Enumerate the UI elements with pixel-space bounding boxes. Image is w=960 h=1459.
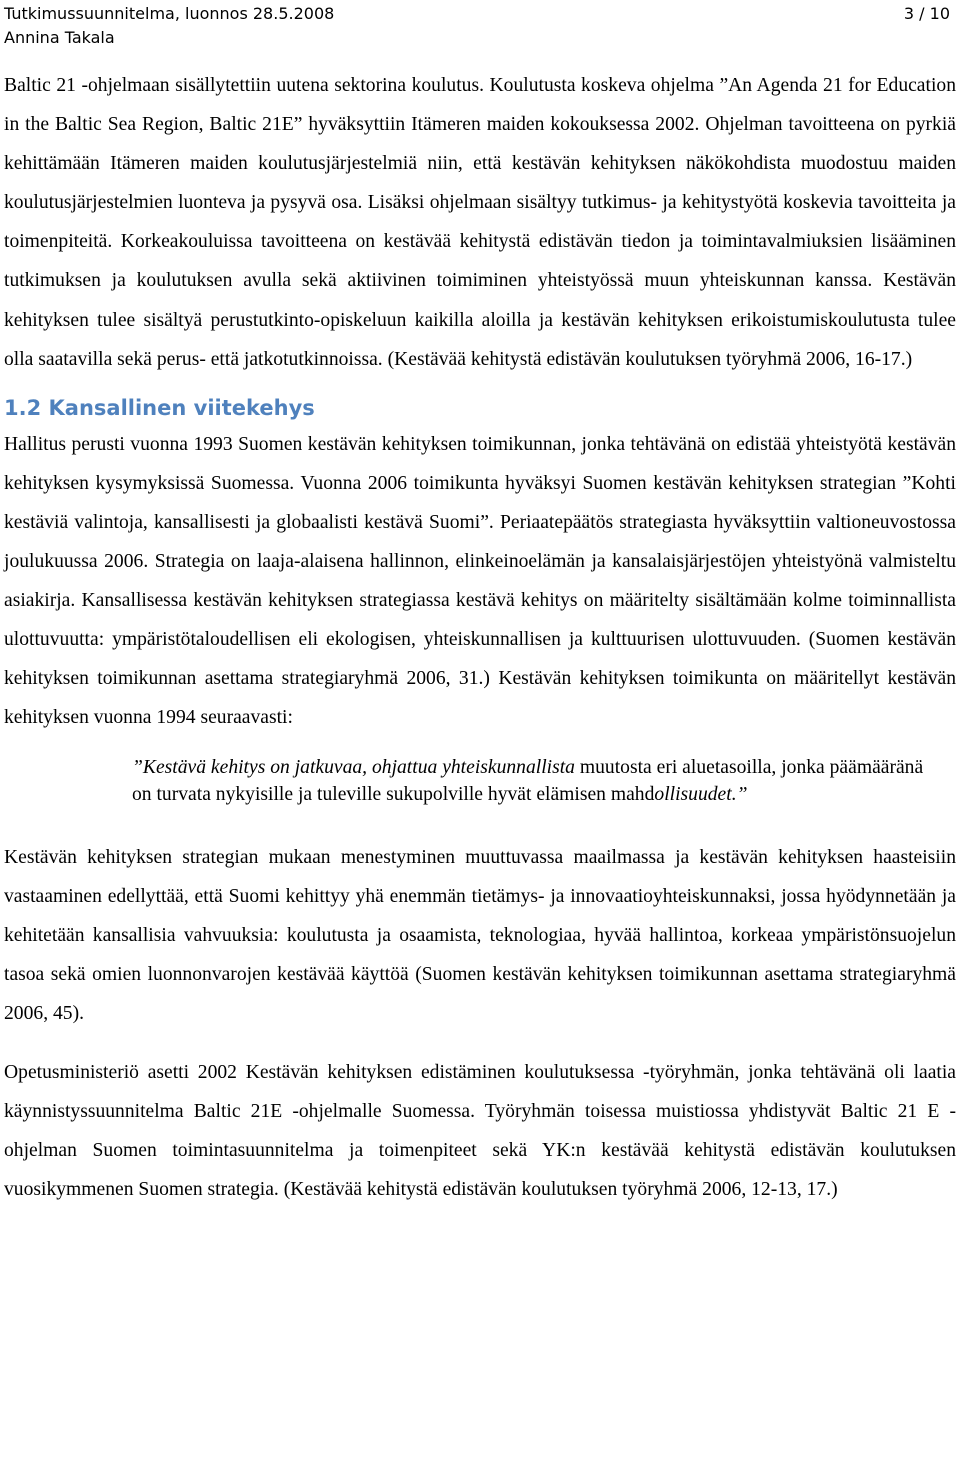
quote-italic-part: ”Kestävä kehitys on jatkuvaa, ohjattua yhteiskunnallista (132, 756, 575, 778)
section-title: Kansallinen viitekehys (48, 395, 315, 420)
document-author: Annina Takala (4, 28, 115, 47)
quote-regular-part: muutosta eri aluetasoilla, jonka päämääränä on turvata nykyisille ja tuleville sukupolville hyvät elämisen mahd (132, 756, 924, 805)
paragraph-baltic21: Baltic 21 -ohjelmaan sisällytettiin uutena sektorina koulutus. Koulutusta koskeva ohjelma ”An Agenda 21 for Education in the Baltic Sea Region, Baltic 21E” hyväksyttiin Itämeren maiden kokouksessa 2002. Ohjelman tavoitteena on pyrkiä kehittämään Itämeren maiden koulutusjärjestelmiä niin, että kestävän kehityksen näkökohdista muodostuu maiden koulutusjärjestelmien luonteva ja pysyvä osa. Lisäksi ohjelmaan sisältyy tutkimus- ja kehitystyötä koskevia tavoitteita ja toimenpiteitä. Korkeakouluissa tavoitteena on kestävää kehitystä edistävän tiedon ja toimintavalmiuksien lisääminen tutkimuksen ja koulutuksen avulla sekä aktiivinen toimiminen yhteistyössä muun yhteiskunnan kanssa. Kestävän kehityksen tulee sisältyä perustutkinto-opiskeluun kaikilla aloilla ja kestävän kehityksen erikoistumiskoulutusta tulee olla saatavilla sekä perus- että jatkotutkinnoissa. (Kestävää kehitystä edistävän koulutuksen työryhmä 2006, 16-17.) (4, 75, 956, 370)
definition-quote (132, 754, 926, 808)
section-number: 1.2 (4, 395, 42, 420)
paragraph-ministry: Opetusministeriö asetti 2002 Kestävän kehityksen edistäminen koulutuksessa -työryhmän, jonka tehtävänä oli laatia käynnistyssuunnitelma Baltic 21E -ohjelmalle Suomessa. Työryhmän toisessa muistiossa yhdistyvät Baltic 21 E -ohjelman Suomen toimintasuunnitelma ja toimenpiteet sekä YK:n kestävää kehitystä edistävän koulutuksen vuosikymmenen Suomen strategia. (Kestävää kehitystä edistävän koulutuksen työryhmä 2006, 12-13, 17.) (4, 1061, 956, 1201)
paragraph-strategy: Kestävän kehityksen strategian mukaan menestyminen muuttuvassa maailmassa ja kestävän kehityksen haasteisiin vastaaminen edellyttää, että Suomi kehittyy yhä enemmän tietämys- ja innovaatioyhteiskunnaksi, jossa hyödynnetään ja kehitetään kansallisia vahvuuksia: koulutusta ja osaamista, teknologiaa, hyvää hallintoa, korkeaa ympäristönsuojelun tasoa sekä omien luonnonvarojen kestävää käyttöä (Suomen kestävän kehityksen toimikunnan asettama strategiaryhmä 2006, 45). (4, 846, 956, 1024)
section-heading (4, 393, 956, 423)
quote-italic-end: ollisuudet.” (654, 783, 748, 805)
page-number: 3 / 10 (903, 4, 950, 23)
paragraph-national-framework: Hallitus perusti vuonna 1993 Suomen kestävän kehityksen toimikunnan, jonka tehtävänä on edistää yhteistyötä kestävän kehityksen kysymyksissä Suomessa. Vuonna 2006 toimikunta hyväksyi Suomen kestävän kehityksen strategian ”Kohti kestäviä valintoja, kansallisesti ja globaalisti kestävä Suomi”. Periaatepäätös strategiasta hyväksyttiin valtioneuvostossa joulukuussa 2006. Strategia on laaja-alaisena hallinnon, elinkeinoelämän ja kansalaisjärjestöjen yhteistyönä valmisteltu asiakirja. Kansallisessa kestävän kehityksen strategiassa kestävä kehitys on määritelty sisältämään kolme toiminnallista ulottuvuutta: ympäristötaloudellisen eli ekologisen, yhteiskunnallisen ja kulttuurisen ulottuvuuden. (Suomen kestävän kehityksen toimikunnan asettama strategiaryhmä 2006, 31.) Kestävän kehityksen toimikunta on määritellyt kestävän kehityksen vuonna 1994 seuraavasti: (4, 433, 956, 729)
document-title: Tutkimussuunnitelma, luonnos 28.5.2008 (4, 4, 335, 23)
header-left (4, 2, 334, 50)
document-body (4, 66, 956, 1209)
